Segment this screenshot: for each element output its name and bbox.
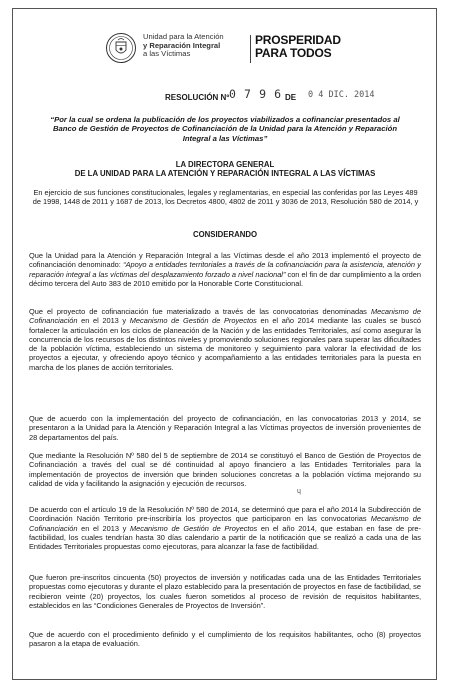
paragraph-5-e: en el año 2014, que estaban en fase de pre-factibilidad, los cuales tendrían hasta 30 días calendario a partir de la notificación que se realizó a cada una de las Entidades Territoriales propuestas como ejecutoras, para alcanzar la fase de factibilidad. [29, 523, 421, 552]
unidad-logo-text [143, 33, 243, 59]
letterhead [105, 32, 355, 72]
paragraph-2-mecanismo-gestion: Mecanismo de Gestión de Proyectos [129, 316, 257, 326]
paragraph-5 [29, 505, 421, 551]
coat-of-arms-icon [105, 32, 137, 64]
paragraph-5-mecanismo-cofinanciacion: Mecanismo de Cofinanciación [29, 514, 421, 533]
authority-line-2: DE LA UNIDAD PARA LA ATENCIÓN Y REPARACIÓN INTEGRAL A LAS VÍCTIMAS [74, 169, 376, 179]
handwritten-mark: ɥ [297, 488, 301, 495]
resolution-date-stamp: 0 4 DIC. 2014 [308, 90, 375, 100]
prosperidad-line-1: PROSPERIDAD [255, 33, 341, 47]
paragraph-6: Que fueron pre-inscritos cincuenta (50) proyectos de inversión y notificadas cada una de las Entidades Territoriales propuestas como ejecutoras y durante el plazo establecido para la presentación de proyectos en fase de factibilidad, se recibieron veinte (20) proyectos, los cuales fueron sometidos al proceso de revisión de requisitos habilitantes, establecidos en las “Condiciones Generales de Proyectos de Inversión”. [29, 573, 421, 610]
paragraph-1-c: con el fin de dar cumplimiento a la orden décimo tercera del Auto 383 de 2010 emitido por la Honorable Corte Constitucional. [29, 269, 421, 288]
paragraph-2-a: Que el proyecto de cofinanciación fue materializado a través de las convocatorias denominadas [29, 307, 371, 316]
paragraph-1-a: Que la Unidad para la Atención y Reparación Integral a las Víctimas desde el año 2013 implementó el proyecto de cofinanciación denominado: [29, 251, 421, 270]
paragraph-3: Que de acuerdo con la implementación del proyecto de cofinanciación, en las convocatorias 2013 y 2014, se presentaron a la Unidad para la Atención y Reparación Integral a las Víctimas proyectos de inversión provenientes de 28 departamentos del país. [29, 414, 421, 442]
logo-divider [250, 35, 251, 63]
unidad-line-3: a las Víctimas [143, 49, 191, 59]
resolution-label: RESOLUCIÓN Nº [165, 93, 230, 102]
paragraph-7: Que de acuerdo con el procedimiento definido y el cumplimiento de los requisitos habilitantes, ocho (8) proyectos pasaron a la etapa de evaluación. [29, 630, 421, 649]
paragraph-5-mecanismo-gestion: Mecanismo de Gestión de Proyectos [129, 523, 258, 533]
authority-line-1: LA DIRECTORA GENERAL [175, 160, 275, 169]
paragraph-5-a: De acuerdo con el artículo 19 de la Resolución Nº 580 de 2014, se determinó que para el año 2014 la Subdirección de Coordinación Nación Territorio pre-inscribiría los proyectos que participaron en las convocatorias [29, 505, 421, 524]
paragraph-1-project-name: “Apoyo a entidades territoriales a través de la cofinanciación para la asistencia, atención y reparación integral a las víctimas del desplazamiento forzado a nivel nacional” [29, 260, 421, 279]
resolution-de-label: DE [285, 93, 297, 102]
paragraph-2-e: en el año 2014 mediante las cuales se buscó fortalecer la articulación en los ciclos de planeación de la Nación y de las entidades Territoriales, así como asegurar la concurrencia de los recursos de los distintos niveles y promoviendo soluciones regionales para superar las dificultades de la población víctima, estableciendo un sistema de monitoreo y seguimiento para valorar la efectividad de los proyectos a ejecutar, y ofreciendo apoyo técnico y acompañamiento a las entidades territoriales para la puesta en marcha de los planes de acción territoriales. [29, 316, 421, 372]
paragraph-1 [29, 251, 421, 288]
paragraph-2-mecanismo-cofinanciacion: Mecanismo de Cofinanciación [29, 307, 421, 326]
resolution-title: “Por la cual se ordena la publicación de los proyectos viabilizados a cofinanciar presentados al Banco de Gestión de Proyectos de Cofinanciación de la Unidad para la Atención y Reparación Integral a las Víctimas” [50, 115, 400, 143]
paragraph-2 [29, 307, 421, 372]
paragraph-5-c: en el 2013 y [77, 523, 130, 533]
prosperidad-line-2: PARA TODOS [255, 46, 332, 60]
preamble: En ejercicio de sus funciones constitucionales, legales y reglamentarias, en especial las conferidas por las Leyes 489 de 1998, 1448 de 2011 y 1687 de 2013, los Decretos 4800, 4802 de 2011 y 3036 de 2013, Resolución 580 de 2014, y [32, 188, 419, 207]
prosperidad-logo [255, 34, 341, 60]
authority-heading [60, 160, 390, 178]
unidad-line-2: y Reparación Integral [143, 40, 221, 50]
resolution-number: 0 7 9 6 [229, 87, 282, 101]
considerando-heading: CONSIDERANDO [192, 230, 258, 239]
paragraph-4: Que mediante la Resolución Nº 580 del 5 de septiembre de 2014 se constituyó el Banco de Gestión de Proyectos de Cofinanciación a través del cual se dé continuidad al apoyo financiero a las Entidades Territoriales para la implementación de proyectos de inversión que brinden soluciones concretas a la población víctima mejorando su calidad de vida y facilitando la asignación y ejecución de recursos. [29, 451, 421, 488]
paragraph-2-c: en el 2013 y [77, 316, 130, 326]
unidad-line-1: Unidad para la Atención [143, 32, 224, 41]
resolution-header [165, 87, 405, 107]
